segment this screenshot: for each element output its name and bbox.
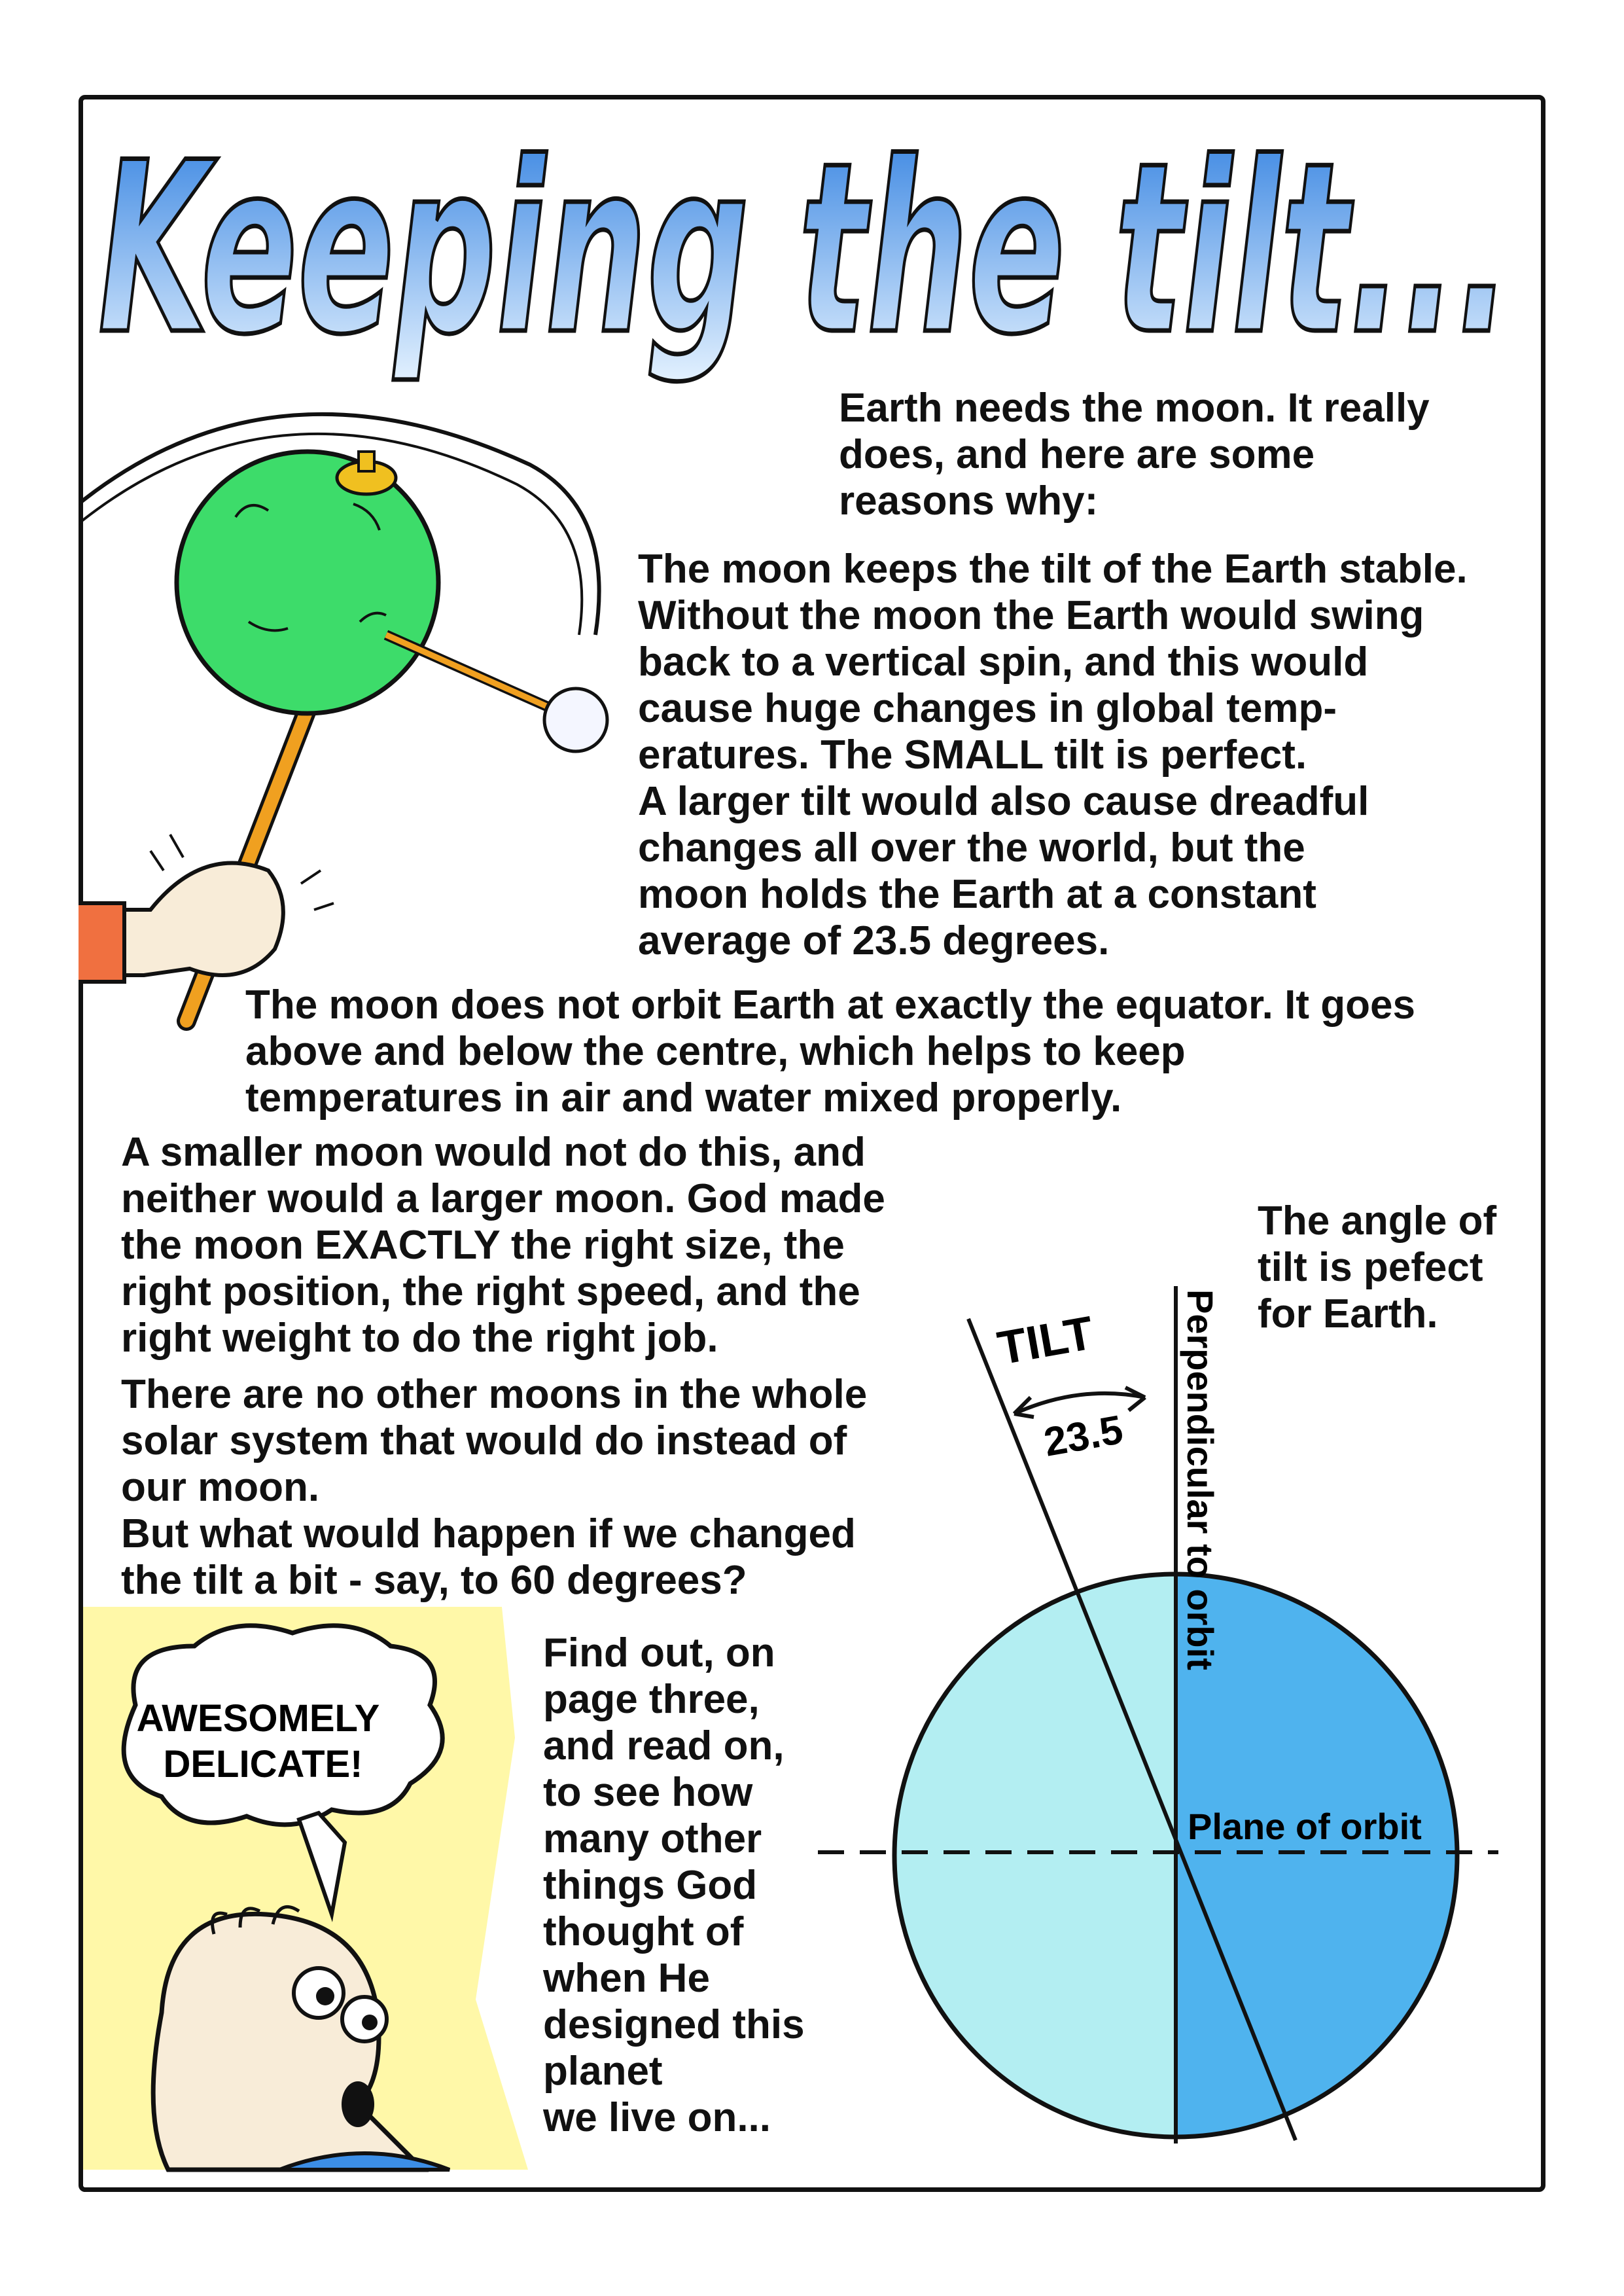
orbit-paragraph: The moon does not orbit Earth at exactly the equator. It goes above and below the centre, which helps to keep temperatures in air and water mixed properly. — [245, 982, 1415, 1121]
moon-ball — [544, 689, 607, 751]
other-moons-paragraph: There are no other moons in the whole solar system that would do instead of our moon. But what would happen if we changed the tilt a bit - say, to 60 degrees? — [121, 1372, 868, 1603]
find-out-paragraph: Find out, on page three, and read on, to see how many other things God thought of when He designed this planet we live on... — [543, 1630, 805, 2140]
character-illustration — [83, 1607, 541, 2176]
angle-value: 23.5 — [1040, 1407, 1127, 1465]
sphere-left-half — [894, 1574, 1176, 2137]
page-title — [92, 108, 1525, 416]
title-text: Keeping the tilt... — [98, 112, 1511, 386]
size-paragraph: A smaller moon would not do this, and neither would a larger moon. God made the moon EXACTLY the right size, the right position, the right speed, and the right weight to do the right job. — [121, 1130, 885, 1361]
intro-text: Earth needs the moon. It really does, and here are some reasons why: — [839, 386, 1430, 524]
tilt-paragraph: The moon keeps the tilt of the Earth stable. Without the moon the Earth would swing back to a vertical spin, and this would cause huge changes in global temp- eratures. The SMALL tilt is perfect. A larger tilt would also cause dreadful changes all over the world, but the moon holds the Earth at a constant average of 23.5 degrees. — [638, 547, 1468, 963]
perpendicular-label: Perpendicular to orbit — [1180, 1289, 1221, 1670]
earth-ball — [177, 452, 438, 713]
plane-label: Plane of orbit — [1188, 1806, 1422, 1847]
angle-note: The angle of tilt is pefect for Earth. — [1258, 1198, 1497, 1336]
tilt-label: TILT — [993, 1306, 1098, 1375]
bubble-line-2: DELICATE! — [163, 1743, 363, 1785]
bubble-line-1: AWESOMELY — [136, 1697, 380, 1740]
tilt-diagram — [805, 1273, 1505, 2150]
earth-moon-toy-illustration — [79, 386, 654, 1041]
